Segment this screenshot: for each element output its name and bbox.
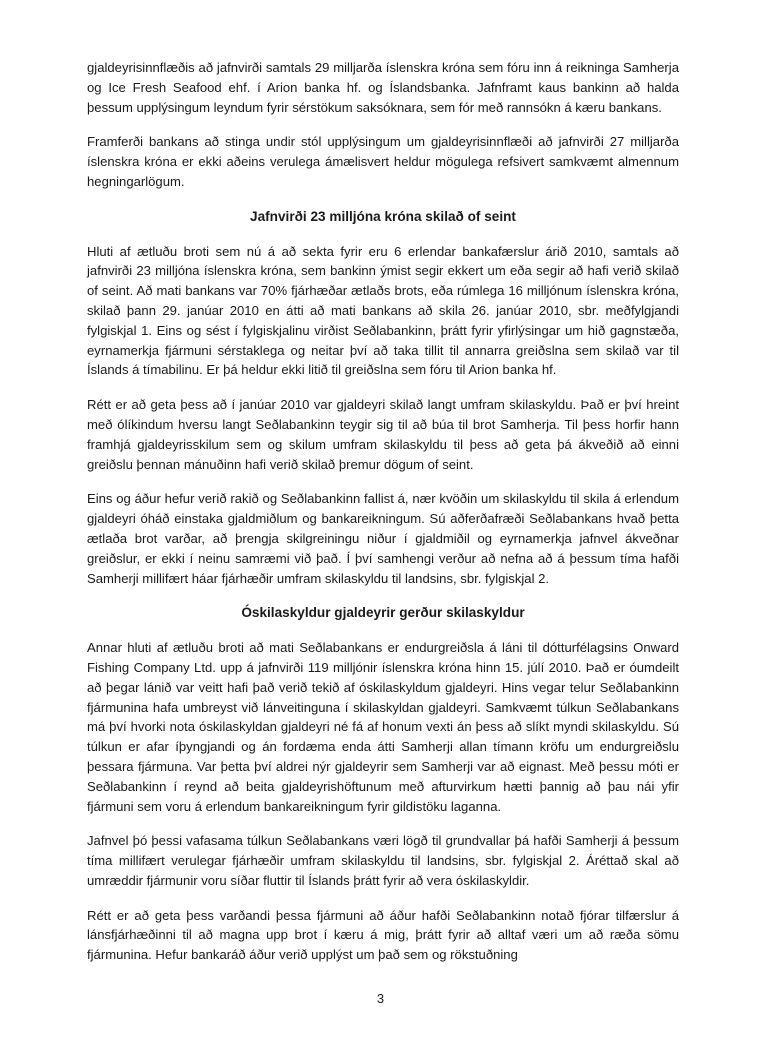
paragraph: Rétt er að geta þess að í janúar 2010 var gjaldeyri skilað langt umfram skilaskyldu. Það er því hreint með ólíkindum hversu langt Seðlabankinn teygir sig til að búa til brot Samherja. Til þess horfir hann framhjá gjaldeyrisskilum sem og skilum umfram skilaskyldu til þess að geta þá ákveðið að einni greiðslu þennan mánuðinn hafi verið skilað þremur dögum of seint. <box>87 397 679 472</box>
paragraph: Rétt er að geta þess varðandi þessa fjármuni að áður hafði Seðlabankinn notað fjórar tilfærslur á lánsfjárhæðinni til að magna upp brot í kæru á mig, þrátt fyrir að alltaf væri um að ræða sömu fjármunina. Hefur bankaráð áður verið upplýst um það sem og rökstuðning <box>87 907 679 963</box>
paragraph: Eins og áður hefur verið rakið og Seðlabankinn fallist á, nær kvöðin um skilaskyldu til skila á erlendum gjaldeyri óháð einstaka gjaldmiðlum og bankareikningum. Sú aðferðafræði Seðlabankans hvað þetta ætlaða brot varðar, að þrengja skilgreiningu niður í gjaldmiðil og eyrnamerkja jafnvel ákveðnar greiðslur, er ekki í neinu samræmi við það. Í því samhengi verður að nefna að á þessum tíma hafði Samherji millifært háar fjárhæðir umfram skilaskyldu til landsins, sbr. fylgiskjal 2. <box>87 491 679 586</box>
paragraph: Hluti af ætluðu broti sem nú á að sekta fyrir eru 6 erlendar bankafærslur árið 2010, samtals að jafnvirði 23 milljóna íslenskra króna, sem bankinn ýmist segir ekkert um eða segir að hafi verið skilað of seint. Að mati bankans var 70% fjárhæðar ætlaðs brots, eða rúmlega 16 milljónum íslenskra króna, skilað þann 29. janúar 2010 en átti að mati bankans að skila 26. janúar 2010, sbr. meðfylgjandi fylgiskjal 1. Eins og sést í fylgiskjalinu virðist Seðlabankinn, þrátt fyrir yfirlýsingar um hið gagnstæða, eyrnamerkja fjármuni sérstaklega og neitar því að taka tillit til annarra greiðslna sem skilað var til Íslands á tímabilinu. Er þá heldur ekki litið til greiðslna sem fóru til Arion banka hf. <box>87 243 679 378</box>
page-number: 3 <box>376 991 385 1006</box>
page-body <box>87 58 679 980</box>
paragraph: Jafnvel þó þessi vafasama túlkun Seðlabankans væri lögð til grundvallar þá hafði Samherji á þessum tíma millifært verulegar fjárhæðir umfram skilaskyldu til landsins, sbr. fylgiskjal 2. Áréttað skal að umræddir fjármunir voru síðar fluttir til Íslands þrátt fyrir að vera óskilaskyldir. <box>87 833 679 888</box>
section-heading: Jafnvirði 23 milljóna króna skilað of seint <box>250 208 516 224</box>
paragraph: Annar hluti af ætluðu broti að mati Seðlabankans er endurgreiðsla á láni til dótturfélagsins Onward Fishing Company Ltd. upp á jafnvirði 119 milljónir íslenskra króna hinn 15. júlí 2010. Það er óumdeilt að þegar lánið var veitt hafi það verið tekið af óskilaskyldum gjaldeyri. Hins vegar telur Seðlabankinn fjármunina hafa umbreyst við lánveitinguna í skilaskyldan gjaldeyri. Samkvæmt túlkun Seðlabankans má því hvorki nota óskilaskyldan gjaldeyri né fá af honum vexti án þess að slíkt myndi skilaskyldu. Sú túlkun er afar íþyngjandi og án fordæma enda átti Samherji allan tímann kröfu um endurgreiðslu þessara fjármuna. Var þetta því aldrei nýr gjaldeyrir sem Samherji var að eignast. Með þessu móti er Seðlabankinn í reynd að beita gjaldeyrishöftunum með afturvirkum hætti þannig að þau nái yfir fjármuni sem voru á erlendum bankareikningum fyrir gildistöku laganna. <box>87 640 679 814</box>
paragraph: Framferði bankans að stinga undir stól upplýsingum um gjaldeyrisinnflæði að jafnvirði 27 milljarða íslenskra króna er ekki aðeins verulega ámælisvert heldur mögulega refsivert samkvæmt almennum hegningarlögum. <box>87 134 679 189</box>
paragraph: gjaldeyrisinnflæðis að jafnvirði samtals 29 milljarða íslenskra króna sem fóru inn á reikninga Samherja og Ice Fresh Seafood ehf. í Arion banka hf. og Íslandsbanka. Jafnframt kaus bankinn að halda þessum upplýsingum leyndum fyrir sérstökum saksóknara, sem fór með rannsókn á kæru bankans. <box>87 60 679 115</box>
section-heading: Óskilaskyldur gjaldeyrir gerður skilaskyldur <box>241 605 525 621</box>
